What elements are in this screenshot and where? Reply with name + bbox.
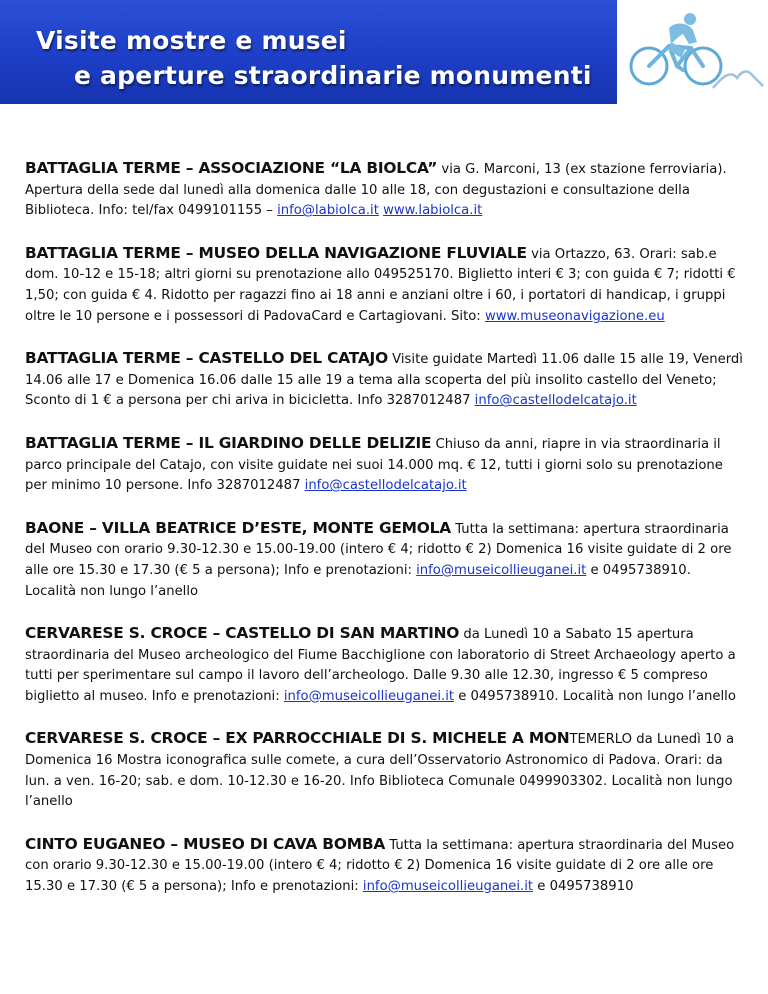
email-link[interactable]: info@museicollieuganei.it [416,562,587,578]
event-text-tail: e 0495738910. Località non lungo l’anello [25,562,691,599]
email-link[interactable]: info@museicollieuganei.it [283,688,455,704]
page-title-line1: Visite mostre e musei [36,26,347,55]
event-entry [25,518,745,602]
event-entry [25,433,745,497]
event-entry [25,834,745,898]
event-entry [25,348,745,412]
event-text: via G. Marconi, 13 (ex stazione ferroviaria). Apertura della sede dal lunedì alla domenica dalle 10 alle 18, con degustazioni e consultazione della Biblioteca. Info: tel/fax 0499101155 – [25,162,727,219]
email-link[interactable]: info@museicollieuganei.it [362,879,534,895]
event-heading: CINTO EUGANEO – MUSEO DI CAVA BOMBA [25,834,386,853]
event-heading: BATTAGLIA TERME – IL GIARDINO DELLE DELIZIE [25,433,432,452]
website-link[interactable]: www.museonavigazione.eu [484,308,665,324]
event-text: Chiuso da anni, riapre in via straordinaria il parco principale del Catajo, con visite guidate nei suoi 14.000 mq. € 12, tutti i giorni solo su prenotazione per minimo 10 persone. Info 3287012487 [25,436,723,494]
website-link[interactable]: www.labiolca.it [383,203,483,219]
event-entry [25,158,745,222]
email-link[interactable]: info@castellodelcatajo.it [474,393,637,409]
event-heading: BAONE – VILLA BEATRICE D’ESTE, MONTE GEMOLA [25,518,452,537]
event-text-tail: e 0495738910 [533,879,634,895]
event-text: TEMERLO da Lunedì 10 a Domenica 16 Mostra iconografica sulle comete, a cura dell’Osservatorio Astronomico di Padova. Orari: da lun. a ven. 16-20; sab. e dom. 10-12.30 e 16-20. Info Biblioteca Comunale 0499903302. Località non lungo l’anello [25,732,735,810]
cyclist-icon [619,6,765,102]
event-heading: BATTAGLIA TERME – ASSOCIAZIONE “LA BIOLCA” [25,159,438,177]
event-text: Visite guidate Martedì 11.06 dalle 15 alle 19, Venerdì 14.06 alle 17 e Domenica 16.06 dalle 15 alle 19 a tema alla scoperta del più insolito castello del Veneto; Sconto di 1 € a persona per chi ariva in bicicletta. Info 3287012487 [25,352,743,409]
email-link[interactable]: info@castellodelcatajo.it [304,478,467,494]
event-text-tail: e 0495738910. Località non lungo l’anello [454,688,736,704]
event-entry [25,243,745,327]
event-heading: CERVARESE S. CROCE – CASTELLO DI SAN MARTINO [25,624,460,643]
event-entry [25,623,745,707]
event-text: Tutta la settimana: apertura straordinaria del Museo con orario 9.30-12.30 e 15.00-19.00 (intero € 4; ridotto € 2) Domenica 16 visite guidate di 2 ore alle ore 15.30 e 17.30 (€ 5 a persona); Info e prenotazioni: [25,837,735,895]
event-heading: BATTAGLIA TERME – CASTELLO DEL CATAJO [25,349,388,368]
event-entry [25,728,745,812]
title-banner [0,0,617,104]
event-text: Tutta la settimana: apertura straordinaria del Museo con orario 9.30-12.30 e 15.00-19.00 (intero € 4; ridotto € 2) Domenica 16 visite guidate di 2 ore alle ore 15.30 e 17.30 (€ 5 a persona); Info e prenotazioni: [25,521,732,578]
event-heading: CERVARESE S. CROCE – EX PARROCCHIALE DI S. MICHELE A MON [25,729,570,748]
events-list [25,158,745,919]
page-title-line2: e aperture straordinarie monumenti [74,61,592,90]
event-heading: BATTAGLIA TERME – MUSEO DELLA NAVIGAZIONE FLUVIALE [25,243,527,262]
event-text: da Lunedì 10 a Sabato 15 apertura straordinaria del Museo archeologico del Fiume Bacchiglione con laboratorio di Street Archaeology aperto a tutti per sperimentare sul campo il lavoro dell’archeologo. Dalle 9.30 alle 12.30, ingresso € 5 compreso biglietto al museo. Info e prenotazioni: [25,627,736,704]
event-text: via Ortazzo, 63. Orari: sab.e dom. 10-12 e 15-18; altri giorni su prenotazione allo 049525170. Biglietto interi € 3; con guida € 7; ridotti € 1,50; con guida € 4. Ridotto per ragazzi fino ai 18 anni e anziani oltre i 60, i portatori di handicap, i gruppi oltre le 10 persone e i possessori di PadovaCard e Cartagiovani. Sito: [25,246,736,324]
email-link[interactable]: info@labiolca.it [277,203,379,219]
